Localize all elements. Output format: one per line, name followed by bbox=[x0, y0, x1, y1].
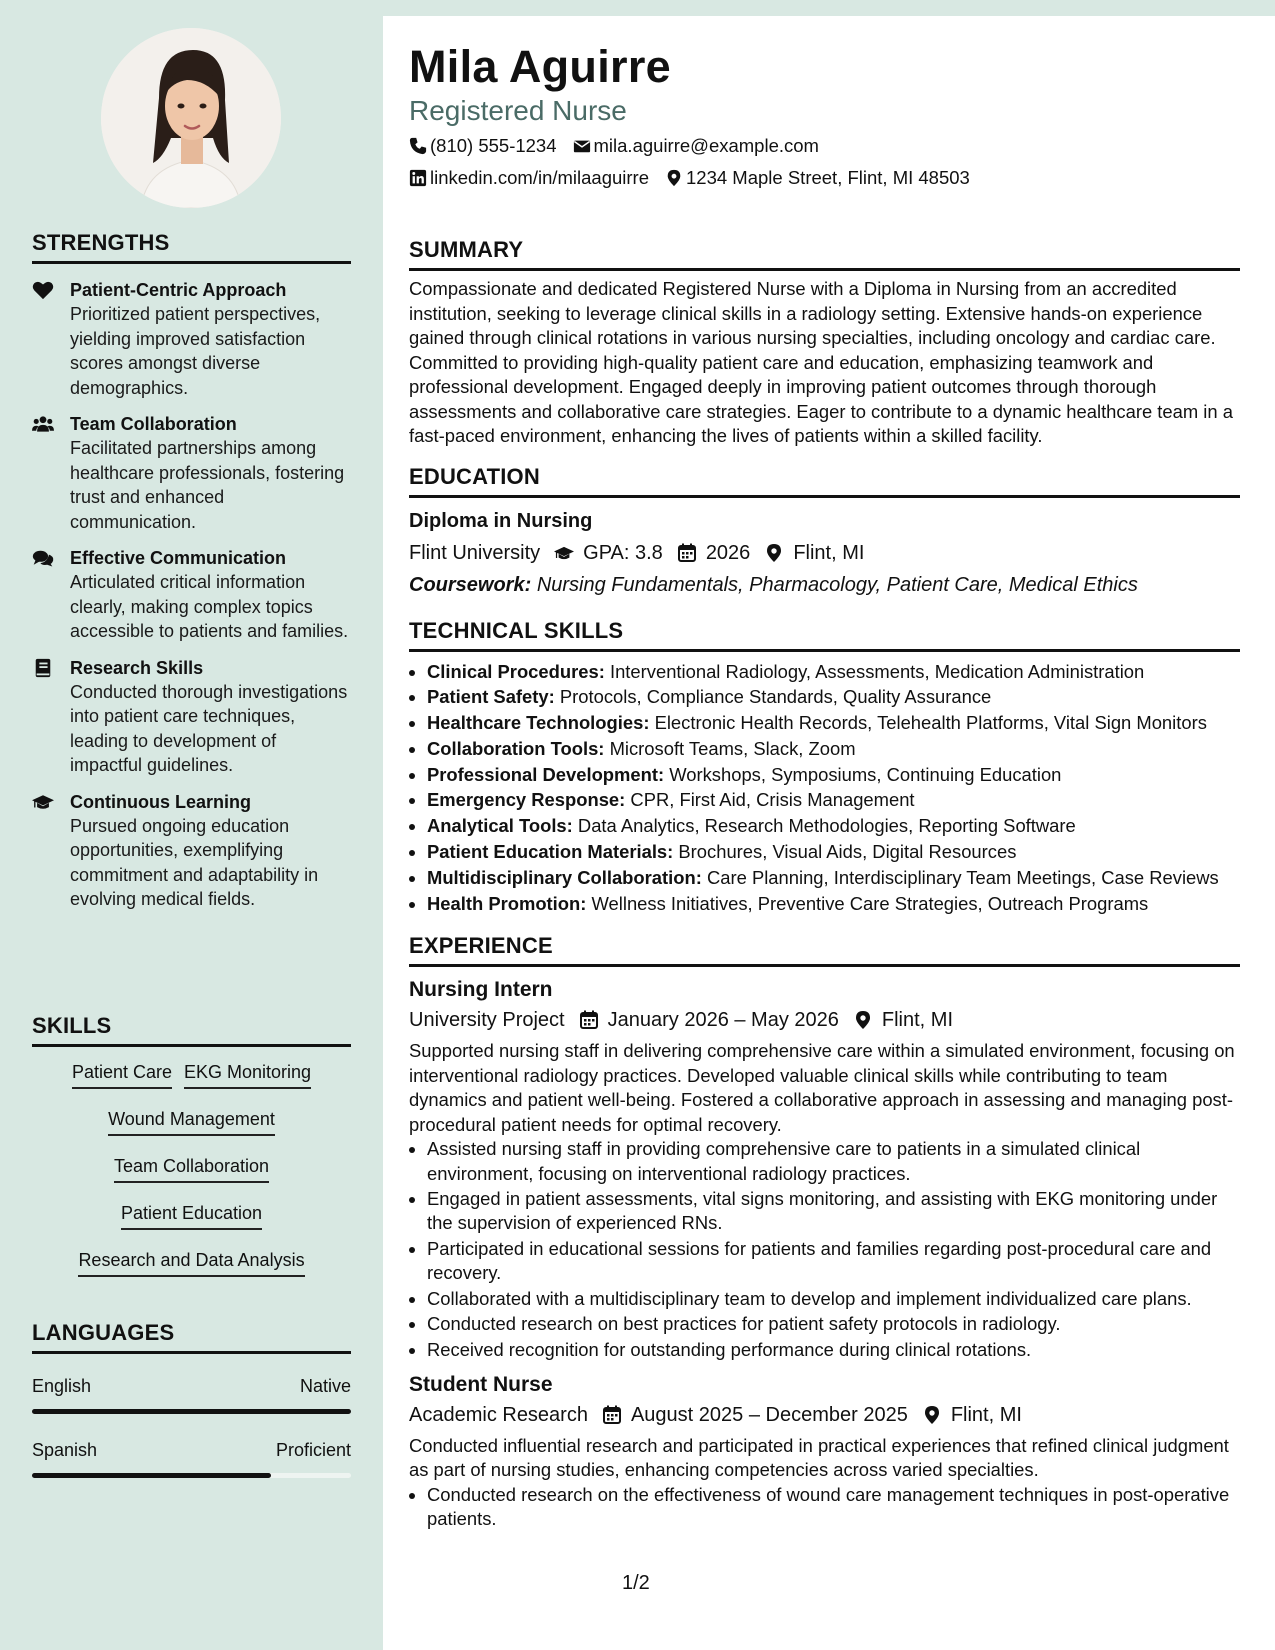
experience-title: EXPERIENCE bbox=[409, 933, 1240, 967]
language-item bbox=[32, 1440, 351, 1478]
job-bullets bbox=[409, 1137, 1240, 1361]
list-item: • Received recognition for outstanding performance during clinical rotations. bbox=[427, 1338, 1240, 1362]
language-item bbox=[32, 1376, 351, 1414]
skill-label: Health Promotion: bbox=[427, 892, 587, 914]
skill-value: Care Planning, Interdisciplinary Team Meetings, Case Reviews bbox=[706, 866, 1219, 888]
strength-item bbox=[32, 278, 351, 400]
avatar-illustration bbox=[101, 28, 281, 208]
skill-value: Protocols, Compliance Standards, Quality Assurance bbox=[559, 686, 992, 708]
skill-pill: Patient Care bbox=[72, 1061, 172, 1089]
education-section bbox=[409, 464, 1240, 598]
phone-icon bbox=[409, 137, 427, 155]
email-text[interactable]: mila.aguirre@example.com bbox=[593, 135, 819, 156]
degree-title: Diploma in Nursing bbox=[409, 509, 593, 532]
skill-pill: Team Collaboration bbox=[114, 1155, 269, 1183]
list-item bbox=[427, 891, 1240, 917]
map-marker-icon bbox=[665, 169, 683, 187]
graduation-cap-icon bbox=[554, 543, 574, 563]
list-item: • Conducted research on best practices for patient safety protocols in radiology. bbox=[427, 1312, 1240, 1336]
list-item bbox=[427, 839, 1240, 865]
strength-title: Continuous Learning bbox=[70, 791, 251, 812]
list-item bbox=[427, 762, 1240, 788]
strengths-section bbox=[32, 230, 351, 912]
skill-value: Microsoft Teams, Slack, Zoom bbox=[609, 737, 856, 759]
skill-value: CPR, First Aid, Crisis Management bbox=[630, 789, 915, 811]
language-level: Proficient bbox=[275, 1440, 351, 1460]
skill-pill: Research and Data Analysis bbox=[78, 1249, 304, 1277]
coursework-label: Coursework: bbox=[409, 573, 532, 596]
strength-item bbox=[32, 412, 351, 534]
job-entry bbox=[409, 1372, 1240, 1531]
job-location: Flint, MI bbox=[881, 1009, 954, 1032]
profile-photo bbox=[101, 28, 281, 208]
language-bar-fill bbox=[32, 1409, 351, 1414]
main-content bbox=[383, 16, 1275, 1650]
list-item bbox=[427, 736, 1240, 762]
calendar-icon bbox=[602, 1405, 622, 1425]
language-name: Spanish bbox=[32, 1440, 98, 1460]
candidate-name: Mila Aguirre bbox=[409, 41, 671, 92]
experience-section bbox=[409, 933, 1240, 1531]
summary-section bbox=[409, 237, 1240, 449]
strength-title: Patient-Centric Approach bbox=[70, 280, 287, 300]
skill-value: Interventional Radiology, Assessments, Medication Administration bbox=[609, 660, 1145, 682]
skills-list bbox=[32, 1047, 351, 1296]
linkedin-text[interactable]: linkedin.com/in/milaaguirre bbox=[430, 167, 650, 188]
list-item: • Assisted nursing staff in providing comprehensive care to patients in a simulated clinical environment, focusing on interventional radiology practices. bbox=[427, 1137, 1240, 1185]
contact-line bbox=[409, 134, 1240, 158]
job-summary: Conducted influential research and participated in practical experiences that refined clinical judgment as part of nursing studies, enhancing competencies across varied specialties. bbox=[409, 1434, 1229, 1481]
skill-value: Electronic Health Records, Telehealth Platforms, Vital Sign Monitors bbox=[654, 712, 1207, 734]
skill-value: Wellness Initiatives, Preventive Care Strategies, Outreach Programs bbox=[591, 892, 1149, 914]
list-item: • Engaged in patient assessments, vital signs monitoring, and assisting with EKG monitoring under the supervision of experienced RNs. bbox=[427, 1187, 1240, 1235]
technical-skills-list bbox=[409, 659, 1240, 917]
job-dates: August 2025 – December 2025 bbox=[630, 1403, 908, 1426]
skill-value: Data Analytics, Research Methodologies, Reporting Software bbox=[577, 815, 1076, 837]
language-bar bbox=[32, 1409, 351, 1414]
languages-title: LANGUAGES bbox=[32, 1320, 351, 1354]
job-org: University Project bbox=[409, 1009, 565, 1032]
job-title: Student Nurse bbox=[409, 1372, 553, 1396]
education-title: EDUCATION bbox=[409, 464, 1240, 498]
strength-title: Research Skills bbox=[70, 657, 204, 678]
skill-value: Workshops, Symposiums, Continuing Education bbox=[669, 763, 1062, 785]
calendar-icon bbox=[677, 543, 697, 563]
gpa-text: GPA: 3.8 bbox=[583, 541, 663, 564]
strength-desc: Articulated critical information clearly, making complex topics accessible to patients and families. bbox=[70, 572, 349, 641]
education-meta bbox=[409, 540, 1240, 566]
strength-desc: Pursued ongoing education opportunities, exemplifying commitment and adaptability in evolving medical fields. bbox=[70, 815, 319, 909]
skill-label: Patient Safety: bbox=[427, 686, 555, 708]
strength-title: Team Collaboration bbox=[70, 414, 237, 434]
summary-text: Compassionate and dedicated Registered Nurse with a Diploma in Nursing from an accredited institution, seeking to leverage clinical skills in a radiology setting. Extensive hands-on experience gained through clinical rotations in various nursing specialties, including oncology and cardiac care. Committed to providing high-quality patient care and education, emphasizing teamwork and professional development. Engaged deeply in improving patient outcomes through thorough assessments and collaborative care strategies. Eager to contribute to a dynamic healthcare team in a fast-paced environment, enhancing the lives of patients within a skilled facility. bbox=[409, 278, 1233, 446]
skill-label: Emergency Response: bbox=[427, 789, 626, 811]
list-item: • Conducted research on the effectiveness of wound care management techniques in post-operative patients. bbox=[427, 1483, 1240, 1531]
technical-skills-section bbox=[409, 618, 1240, 917]
list-item bbox=[427, 659, 1240, 685]
language-bar bbox=[32, 1473, 351, 1478]
strength-desc: Prioritized patient perspectives, yielding improved satisfaction scores amongst diverse demographics. bbox=[70, 304, 321, 398]
users-icon bbox=[32, 412, 70, 534]
strength-item bbox=[32, 546, 351, 644]
job-entry bbox=[409, 977, 1240, 1361]
languages-section bbox=[32, 1320, 351, 1478]
language-name: English bbox=[32, 1376, 92, 1396]
skill-label: Analytical Tools: bbox=[427, 815, 573, 837]
strength-item bbox=[32, 656, 351, 778]
coursework-line bbox=[409, 572, 1240, 598]
education-location: Flint, MI bbox=[793, 541, 865, 564]
language-bar-fill bbox=[32, 1473, 271, 1478]
job-meta bbox=[409, 1402, 1240, 1428]
job-dates: January 2026 – May 2026 bbox=[607, 1009, 839, 1032]
address-text: 1234 Maple Street, Flint, MI 48503 bbox=[686, 167, 970, 188]
skill-label: Professional Development: bbox=[427, 763, 665, 785]
skill-label: Collaboration Tools: bbox=[427, 737, 605, 759]
book-icon bbox=[32, 656, 70, 778]
skills-title: SKILLS bbox=[32, 1013, 351, 1047]
job-meta bbox=[409, 1007, 1240, 1033]
job-org: Academic Research bbox=[409, 1403, 588, 1426]
envelope-icon bbox=[573, 137, 591, 155]
skill-pill: Patient Education bbox=[121, 1202, 262, 1230]
list-item bbox=[427, 787, 1240, 813]
skill-label: Healthcare Technologies: bbox=[427, 712, 650, 734]
list-item: • Collaborated with a multidisciplinary team to develop and implement individualized care plans. bbox=[427, 1287, 1240, 1311]
contact-line bbox=[409, 166, 1240, 190]
strengths-title: STRENGTHS bbox=[32, 230, 351, 264]
calendar-icon bbox=[579, 1010, 599, 1030]
list-item: • Participated in educational sessions for patients and families regarding post-procedural care and recovery. bbox=[427, 1237, 1240, 1285]
candidate-role: Registered Nurse bbox=[409, 95, 627, 126]
technical-skills-title: TECHNICAL SKILLS bbox=[409, 618, 1240, 652]
list-item bbox=[427, 710, 1240, 736]
linkedin-icon bbox=[409, 169, 427, 187]
strength-desc: Facilitated partnerships among healthcare professionals, fostering trust and enhanced communication. bbox=[70, 438, 345, 532]
skill-value: Brochures, Visual Aids, Digital Resources bbox=[678, 841, 1017, 863]
skill-label: Clinical Procedures: bbox=[427, 660, 605, 682]
skill-pill: Wound Management bbox=[108, 1108, 275, 1136]
heart-icon bbox=[32, 278, 70, 400]
list-item bbox=[427, 813, 1240, 839]
map-marker-icon bbox=[853, 1010, 873, 1030]
education-year: 2026 bbox=[705, 541, 751, 564]
strength-desc: Conducted thorough investigations into patient care techniques, leading to development of impactful guidelines. bbox=[70, 681, 348, 775]
comments-icon bbox=[32, 546, 70, 644]
school-name: Flint University bbox=[409, 541, 541, 564]
job-bullets bbox=[409, 1483, 1240, 1531]
job-location: Flint, MI bbox=[950, 1403, 1022, 1426]
list-item bbox=[427, 865, 1240, 891]
language-level: Native bbox=[299, 1376, 351, 1396]
skill-label: Patient Education Materials: bbox=[427, 841, 674, 863]
skill-pill: EKG Monitoring bbox=[184, 1061, 311, 1089]
skill-label: Multidisciplinary Collaboration: bbox=[427, 866, 702, 888]
page-number: 1/2 bbox=[622, 1572, 650, 1594]
phone-text[interactable]: (810) 555-1234 bbox=[430, 135, 557, 156]
coursework-text: Nursing Fundamentals, Pharmacology, Patient Care, Medical Ethics bbox=[536, 573, 1138, 596]
graduation-cap-icon bbox=[32, 790, 70, 912]
summary-title: SUMMARY bbox=[409, 237, 1240, 271]
sidebar bbox=[0, 0, 383, 1650]
skills-section bbox=[32, 1013, 351, 1296]
strength-title: Effective Communication bbox=[70, 548, 287, 568]
strength-item bbox=[32, 790, 351, 912]
job-title: Nursing Intern bbox=[409, 978, 553, 1002]
job-summary: Supported nursing staff in delivering comprehensive care within a simulated environment, focusing on interventional radiology practices. Developed valuable clinical skills while contributing to team dynamics and patient well-being. Fostered a collaborative approach in assessing and managing post-procedural patient needs for optimal recovery. bbox=[409, 1040, 1235, 1135]
map-marker-icon bbox=[764, 543, 784, 563]
list-item bbox=[427, 684, 1240, 710]
map-marker-icon bbox=[922, 1405, 942, 1425]
